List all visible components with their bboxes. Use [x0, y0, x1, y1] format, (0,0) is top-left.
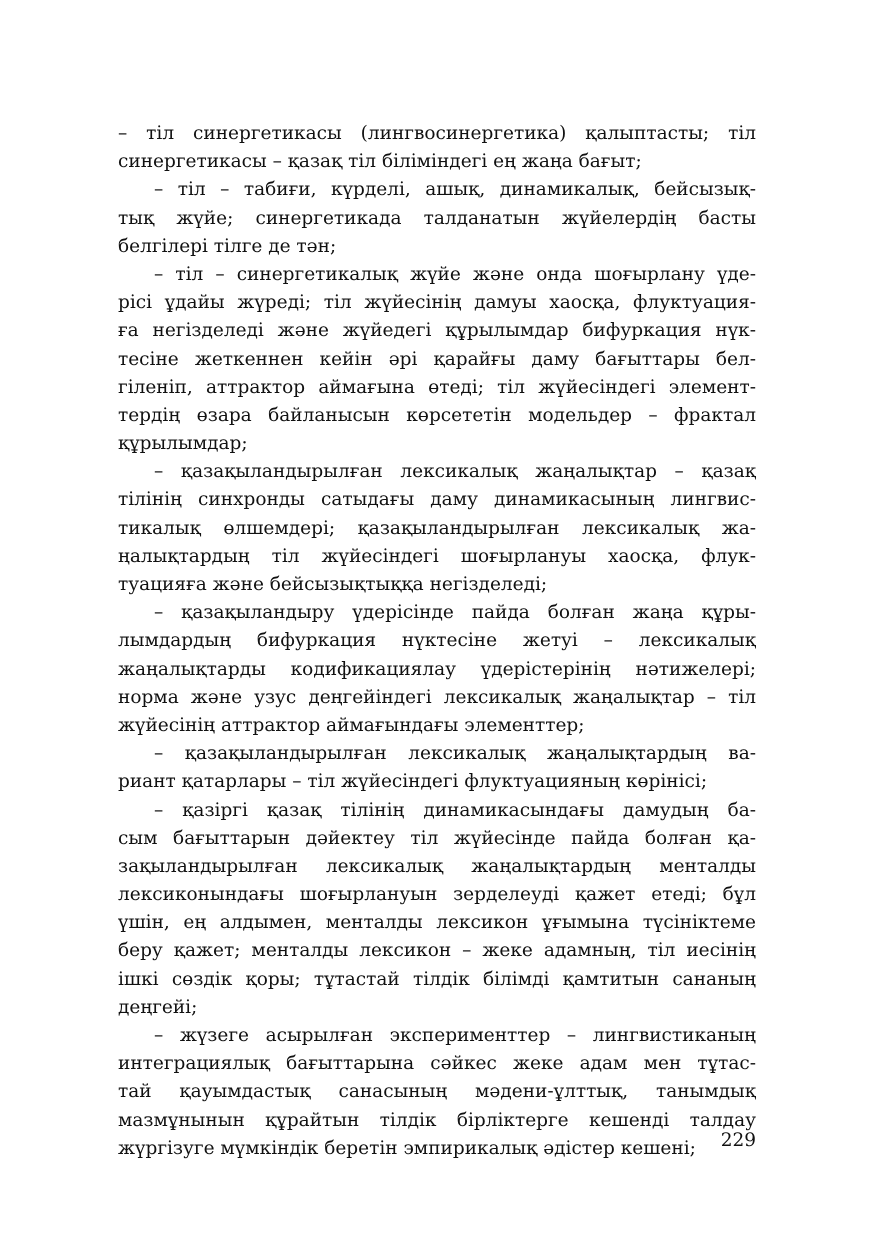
text-line: тикалық өлшемдері; қазақыландырылған лексикалық жа- [118, 517, 756, 539]
text-line: жүргізуге мүмкіндік беретін эмпирикалық әдістер кешені; [118, 1137, 696, 1159]
text-line: – қазақыландырылған лексикалық жаңалықтар – қазақ [154, 461, 756, 483]
text-line: тердің өзара байланысын көрсететін модельдер – фрактал [118, 404, 756, 426]
text-line: лымдардың бифуркация нүктесіне жетуі – лексикалық [118, 630, 756, 652]
text-line: үшін, ең алдымен, менталды лексикон ұғымына түсініктеме [118, 912, 756, 934]
text-line: рісі ұдайы жүреді; тіл жүйесінің дамуы хаосқа, флуктуация- [118, 292, 756, 314]
text-line: беру қажет; менталды лексикон – жеке адамның, тіл иесінің [118, 940, 756, 962]
text-line: белгілері тілге де тән; [118, 235, 337, 257]
text-line: лексиконындағы шоғырлануын зерделеуді қажет етеді; бұл [118, 884, 756, 906]
text-line: зақыландырылған лексикалық жаңалықтардың менталды [118, 855, 756, 877]
text-line: ішкі сөздік қоры; тұтастай тілдік білімді қамтитын сананың [118, 968, 756, 990]
text-line: интеграциялық бағыттарына сәйкес жеке адам мен тұтас- [118, 1053, 756, 1075]
text-line: риант қатарлары – тіл жүйесіндегі флуктуацияның көрінісі; [118, 771, 708, 793]
text-line: тілінің синхронды сатыдағы даму динамикасының лингвис- [118, 489, 756, 511]
text-line: синергетикасы – қазақ тіл біліміндегі ең жаңа бағыт; [118, 151, 642, 173]
text-line: тесіне жеткеннен кейін әрі қарайғы даму бағыттары бел- [118, 348, 756, 370]
text-line: – тіл – табиғи, күрделі, ашық, динамикалық, бейсызық- [154, 179, 756, 201]
text-line: мазмұнынын құрайтын тілдік бірліктерге кешенді талдау [118, 1109, 756, 1131]
text-line: – қазіргі қазақ тілінің динамикасындағы дамудың ба- [154, 799, 756, 821]
text-line: деңгейі; [118, 996, 198, 1018]
text-line: – қазақыландырылған лексикалық жаңалықтардың ва- [154, 743, 756, 765]
text-line: туацияға және бейсызықтыққа негізделеді; [118, 574, 548, 595]
text-line: жүйесінің аттрактор аймағындағы элементтер; [118, 714, 585, 736]
text-line: сым бағыттарын дәйектеу тіл жүйесінде пайда болған қа- [118, 827, 756, 849]
text-line: тай қауымдастық санасының мәдени-ұлттық, танымдық [118, 1081, 756, 1103]
text-line: ңалықтардың тіл жүйесіндегі шоғырлануы хаосқа, флук- [118, 545, 756, 567]
page-number: 229 [720, 1130, 756, 1151]
text-line: ға негізделеді және жүйедегі құрылымдар бифуркация нүк- [118, 320, 756, 342]
text-line: норма және узус деңгейіндегі лексикалық жаңалықтар – тіл [118, 686, 756, 708]
text-line: – қазақыландыру үдерісінде пайда болған жаңа құры- [154, 602, 756, 624]
text-line: құрылымдар; [118, 433, 248, 455]
text-line: жаңалықтарды кодификациялау үдерістерінің нәтижелері; [118, 658, 756, 680]
text-line: – жүзеге асырылған эксперименттер – лингвистиканың [154, 1025, 756, 1046]
body-text [118, 120, 756, 1163]
text-line: – тіл синергетикасы (лингвосинергетика) қалыптасты; тіл [118, 123, 756, 144]
text-line: гіленіп, аттрактор аймағына өтеді; тіл жүйесіндегі элемент- [118, 376, 756, 398]
text-line: тық жүйе; синергетикада талданатын жүйелердің басты [118, 207, 756, 229]
text-line: – тіл – синергетикалық жүйе және онда шоғырлану үде- [154, 263, 756, 285]
